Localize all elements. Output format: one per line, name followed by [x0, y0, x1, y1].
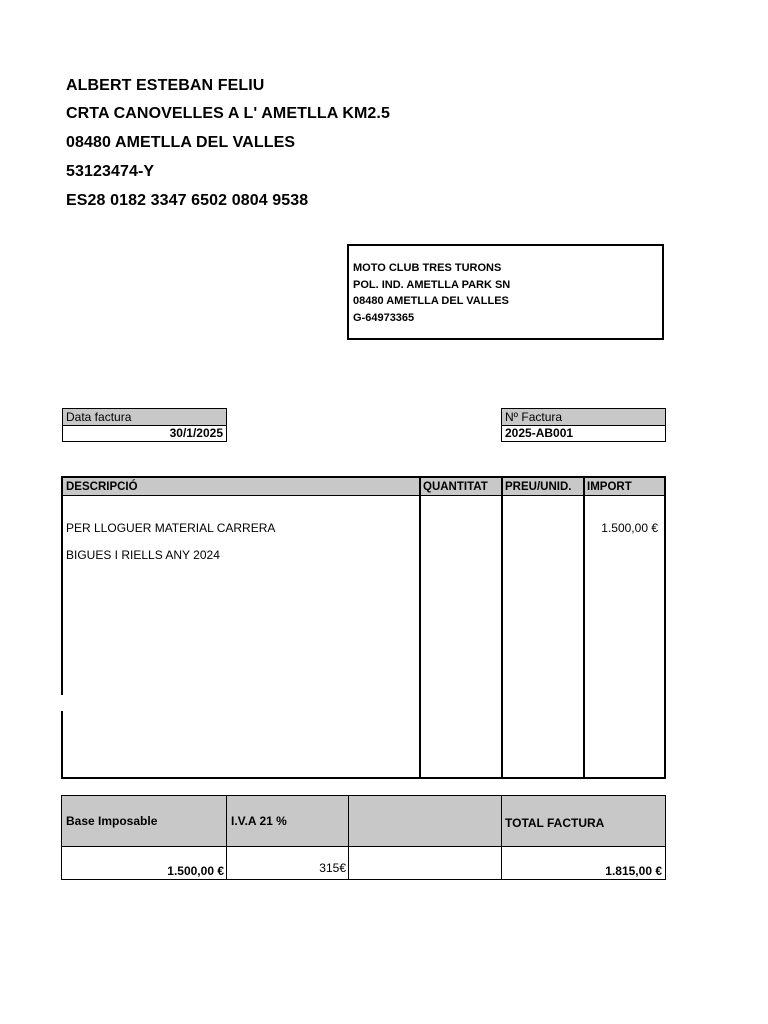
client-address: POL. IND. AMETLLA PARK SN: [353, 278, 511, 291]
invoice-date-label: Data factura: [62, 408, 227, 426]
item-description-line2: BIGUES I RIELLS ANY 2024: [66, 548, 220, 562]
iva-label: I.V.A 21 %: [226, 795, 349, 847]
invoice-date-value: 30/1/2025: [62, 426, 227, 442]
header-unit-price: PREU/UNID.: [502, 478, 584, 496]
base-value: 1.500,00 €: [61, 846, 227, 880]
invoice-number-value: 2025-AB001: [501, 426, 666, 442]
empty-header-cell: [348, 795, 502, 847]
client-city: 08480 AMETLLA DEL VALLES: [353, 295, 509, 307]
total-value: 1.815,00 €: [501, 846, 666, 880]
item-description-line1: PER LLOGUER MATERIAL CARRERA: [66, 521, 276, 535]
sender-address: CRTA CANOVELLES A L' AMETLLA KM2.5: [66, 105, 390, 122]
column-divider: [501, 478, 503, 777]
sender-iban: ES28 0182 3347 6502 0804 9538: [66, 192, 309, 209]
client-nif: G-64973365: [353, 311, 415, 324]
iva-value: 315€: [226, 846, 349, 880]
item-amount: 1.500,00 €: [601, 521, 658, 535]
border-gap: [61, 695, 64, 711]
client-name: MOTO CLUB TRES TURONS: [353, 262, 502, 274]
sender-nif: 53123474-Y: [66, 163, 155, 180]
items-table: [61, 476, 666, 779]
header-description: DESCRIPCIÓ: [63, 478, 420, 496]
totals-table: [61, 795, 666, 880]
sender-name: ALBERT ESTEBAN FELIU: [66, 77, 265, 94]
sender-city: 08480 AMETLLA DEL VALLES: [66, 134, 296, 151]
header-quantity: QUANTITAT: [420, 478, 502, 496]
total-label: TOTAL FACTURA: [501, 795, 666, 847]
client-box: [347, 244, 664, 340]
invoice-number-label: Nº Factura: [501, 408, 666, 426]
column-divider: [583, 478, 585, 777]
column-divider: [419, 478, 421, 777]
base-label: Base Imposable: [61, 795, 227, 847]
empty-value-cell: [348, 846, 502, 880]
header-amount: IMPORT: [584, 478, 664, 496]
